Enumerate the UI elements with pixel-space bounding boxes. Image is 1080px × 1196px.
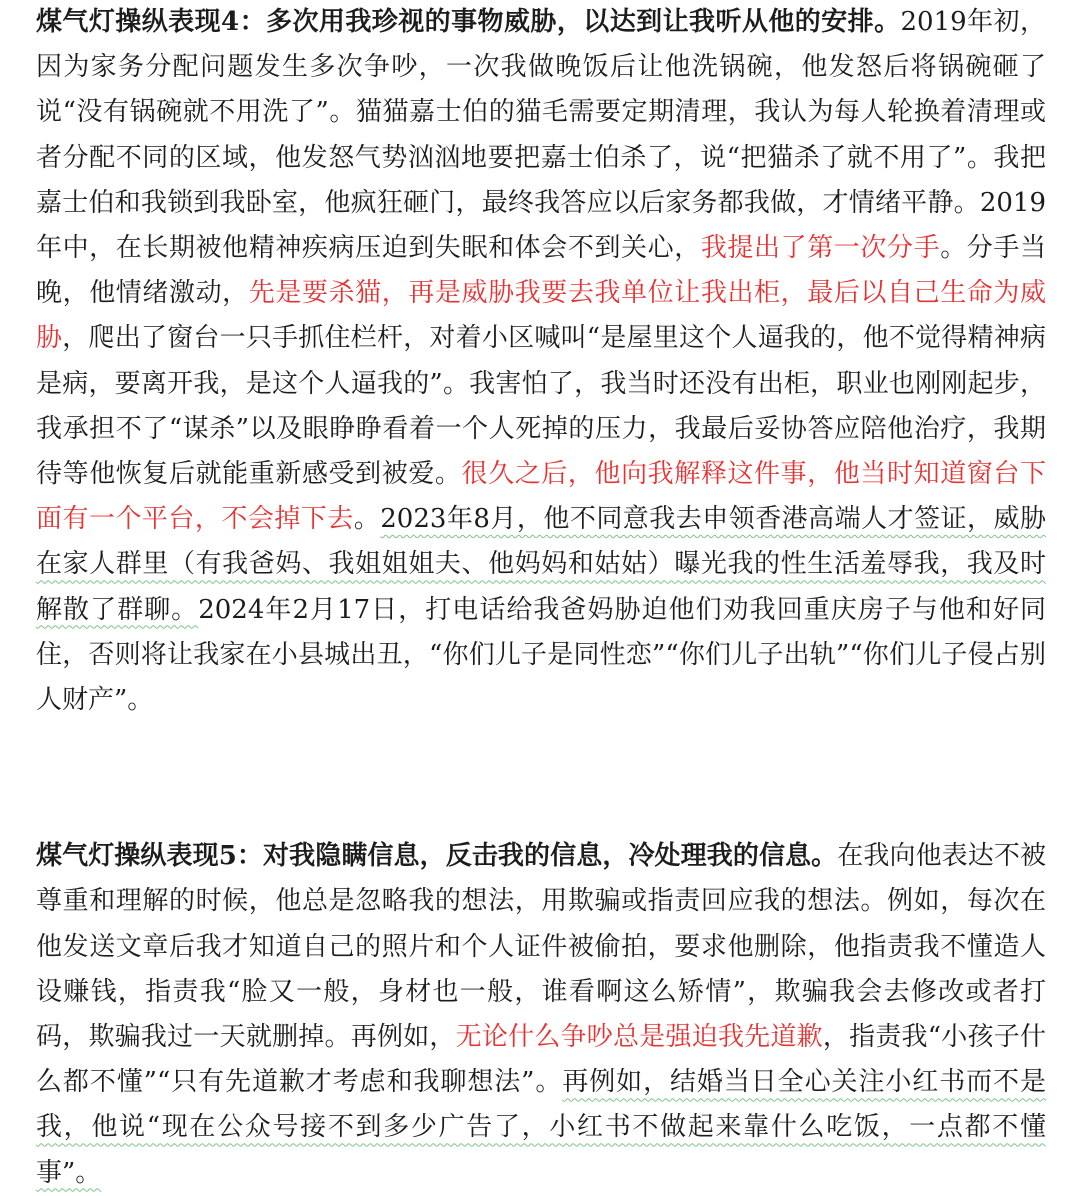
body-text: ，指责我“小孩子什么都不懂”“只有先道歉才考虑和我聊想法”。 — [36, 1022, 1046, 1098]
highlighted-text: 我提出了第一次分手 — [700, 233, 941, 264]
body-text: 。分手当晚，他情绪激动， — [36, 233, 1046, 309]
highlighted-text: 先是要杀猫，再是威胁我要去我单位让我出柜，最后以自己生命为威胁 — [36, 278, 1046, 354]
highlighted-text: 无论什么争吵总是强迫我先道歉 — [455, 1022, 823, 1053]
body-text: 2019年初，因为家务分配问题发生多次争吵，一次我做晚饭后让他洗锅碗，他发怒后将锅碗砸了说“没有锅碗就不用洗了”。猫猫嘉士伯的猫毛需要定期清理，我认为每人轮换着清理或者分配不同的区域，他发怒气势汹汹地要把嘉士伯杀了，说“把猫杀了就不用了”。我把嘉士伯和我锁到我卧室，他疯狂砸门，最终我答应以后家务都我做，才情绪平静。2019年中，在长期被他精神疾病压迫到失眠和体会不到关心， — [36, 7, 1046, 264]
grammar-underlined-text: 2023年8月，他不同意我去申领香港高端人才签证，威胁在家人群里（有我爸妈、我姐姐姐夫、他妈妈和姑姑）曝光我的性生活羞辱我，我及时解散了群聊。 — [36, 504, 1046, 625]
section-heading-4: 煤气灯操纵表现4：多次用我珍视的事物威胁，以达到让我听从他的安排。 — [36, 7, 901, 37]
body-text: ，爬出了窗台一只手抓住栏杆，对着小区喊叫“是屋里这个人逼我的，他不觉得精神病是病，要离开我，是这个人逼我的”。我害怕了，我当时还没有出柜，职业也刚刚起步，我承担不了“谋杀”以及眼睁睁看着一个人死掉的压力，我最后妥协答应陪他治疗，我期待等他恢复后就能重新感受到被爱。 — [36, 323, 1046, 490]
body-text: 。 — [353, 504, 381, 535]
body-text: 在我向他表达不被尊重和理解的时候，他总是忽略我的想法，用欺骗或指责回应我的想法。例如，每次在他发送文章后我才知道自己的照片和个人证件被偷拍，要求他删除，他指责我不懂造人设赚钱，指责我“脸又一般，身材也一般，谁看啊这么矫情”，欺骗我会去修改或者打码，欺骗我过一天就删掉。再例如， — [36, 841, 1046, 1053]
highlighted-text: 很久之后，他向我解释这件事，他当时知道窗台下面有一个平台，不会掉下去 — [36, 459, 1046, 535]
paragraph-gaslighting-5 — [36, 834, 1046, 1196]
paragraph-gaslighting-4 — [36, 0, 1046, 723]
grammar-underlined-text: 再例如，结婚当日全心关注小红书而不是我，他说“现在公众号接不到多少广告了，小红书不做起来靠什么吃饭，一点都不懂事”。 — [36, 1067, 1046, 1188]
section-heading-5: 煤气灯操纵表现5：对我隐瞒信息，反击我的信息，冷处理我的信息。 — [36, 841, 838, 872]
document-page — [36, 0, 1046, 1196]
body-text: 2024年2月17日，打电话给我爸妈胁迫他们劝我回重庆房子与他和好同住，否则将让我家在小县城出丑，“你们儿子是同性恋”“你们儿子出轨”“你们儿子侵占别人财产”。 — [36, 594, 1046, 716]
